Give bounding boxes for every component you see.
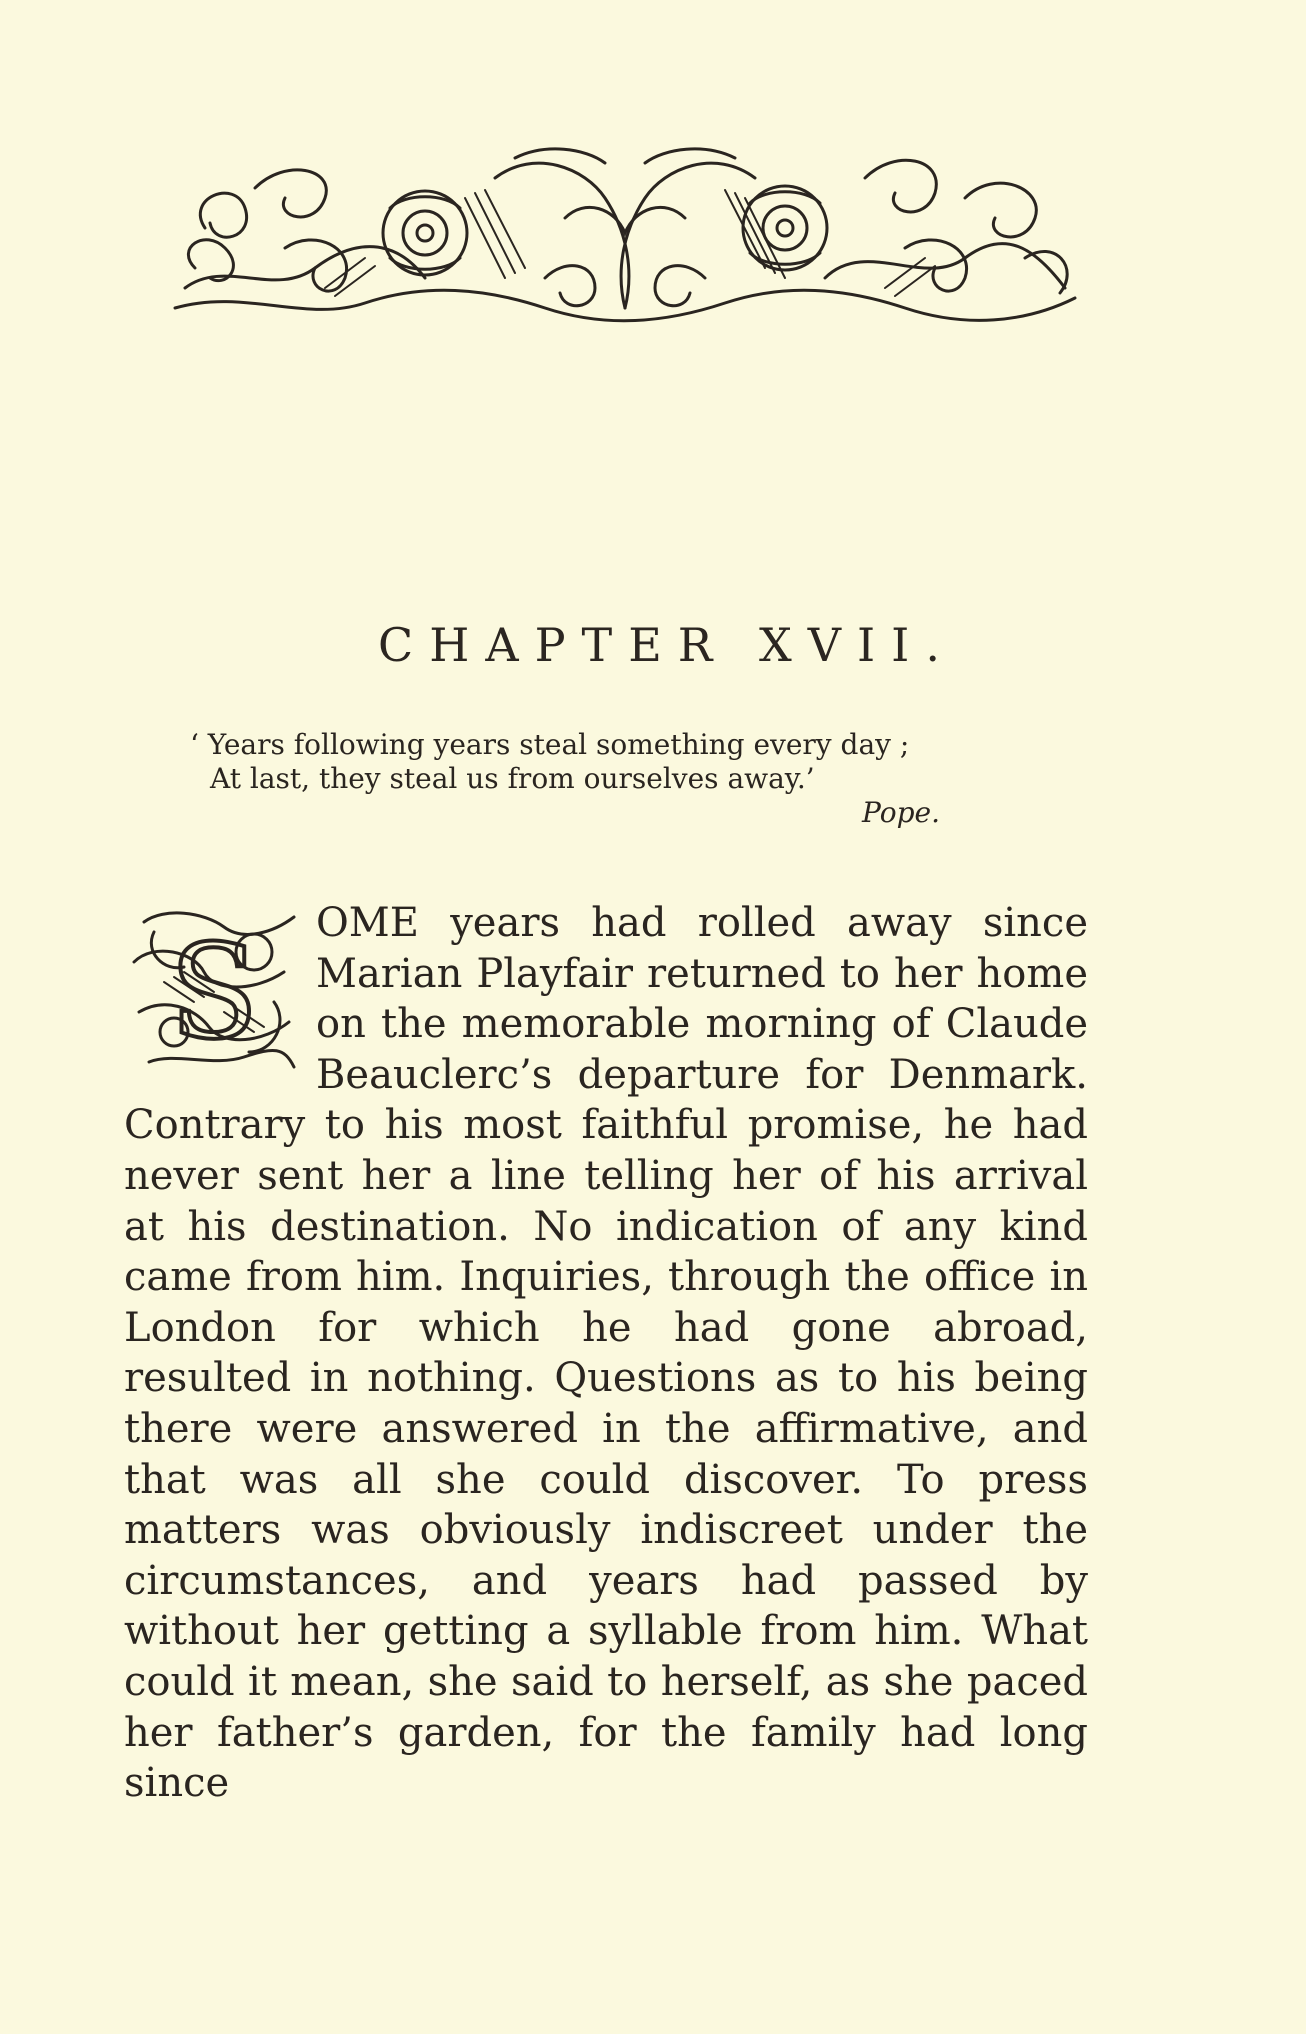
chapter-body (124, 898, 1088, 1809)
chapter-title: CHAPTER XVII. (378, 618, 956, 672)
floral-headpiece-ornament-icon (165, 138, 1085, 328)
epigraph-line-2: At last, they steal us from ourselves away.’ (210, 762, 815, 795)
decorated-initial-s-icon (124, 902, 304, 1090)
epigraph-attribution: Pope. (862, 796, 940, 829)
svg-text:S: S (169, 916, 259, 1068)
epigraph (190, 728, 1010, 830)
chapter-paragraph: OME years had rolled away since Marian Playfair returned to her home on the memorable morning of Claude Beauclerc’s departure for Denmark. Contrary to his most faithful promise, he had never sent her a line telling her of his arrival at his destination. No indication of any kind came from him. Inquiries, through the office in London for which he had gone abroad, resulted in nothing. Questions as to his being there were answered in the affirmative, and that was all she could discover. To press matters was obviously indiscreet under the circumstances, and years had passed by without her getting a syllable from him. What could it mean, she said to herself, as she paced her father’s garden, for the family had long since (124, 900, 1088, 1807)
epigraph-line-1: ‘ Years following years steal something every day ; (190, 728, 910, 761)
